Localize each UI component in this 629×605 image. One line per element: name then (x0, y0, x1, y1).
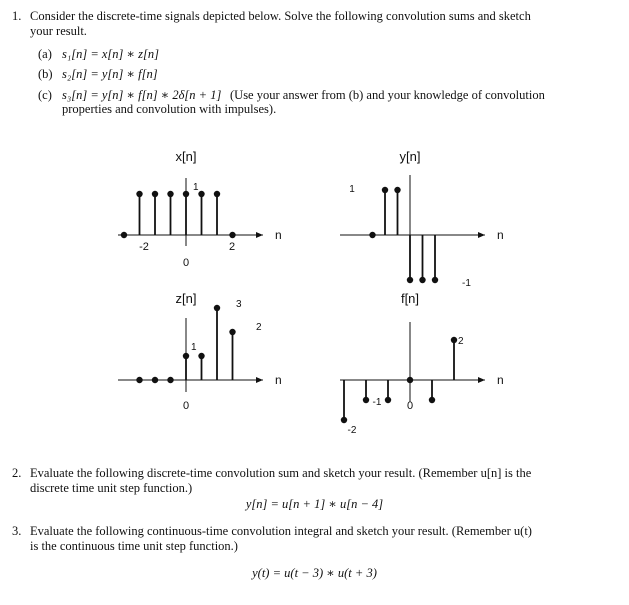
plot-f-sample-dot (451, 337, 457, 343)
plot-x-value-label: 1 (193, 182, 199, 193)
plot-z-sample-dot (152, 377, 158, 383)
plot-z-sample-dot (198, 353, 204, 359)
plot-x-sample-dot (229, 232, 235, 238)
plot-y-sample-dot (369, 232, 375, 238)
plot-f-sample-dot (385, 397, 391, 403)
part-a-label: (a) (38, 47, 52, 61)
plot-z-value-label: 2 (256, 322, 262, 333)
plot-x-tick-label: 0 (182, 257, 190, 269)
plot-z-sample-dot (183, 353, 189, 359)
problem-2-number: 2. (12, 466, 22, 480)
plot-x-sample-dot (121, 232, 127, 238)
plot-x-sample-dot (152, 191, 158, 197)
problem-2-line1: Evaluate the following discrete-time convolution sum and sketch your result. (Remember u[n] is the (30, 466, 532, 480)
plot-z-title: z[n] (175, 291, 197, 306)
problem-3-line1: Evaluate the following continuous-time convolution integral and sketch your result. (Remember u(t) (30, 524, 532, 538)
plot-f-tick-label: 0 (406, 400, 414, 412)
plot-x-title: x[n] (175, 149, 197, 164)
part-c-expression: s₃[n] = y[n] ∗ f[n] ∗ 2δ[n + 1] (62, 88, 222, 102)
part-c-note-line1: (Use your answer from (b) and your knowledge of convolution (230, 88, 545, 102)
plot-y-title: y[n] (399, 149, 421, 164)
plot-x-sample-dot (167, 191, 173, 197)
plot-x-axis-arrow (256, 232, 263, 238)
plot-y-axis-label: n (497, 228, 504, 242)
problem-3-line2: is the continuous time unit step function.) (30, 539, 238, 553)
plot-f-title: f[n] (400, 291, 420, 306)
plot-f-sample-dot (341, 417, 347, 423)
plot-y-sample-dot (432, 277, 438, 283)
plot-f-value-label: -2 (347, 425, 357, 436)
plot-f-value-label: -1 (372, 397, 382, 408)
plot-y-value-label: -1 (462, 278, 471, 289)
part-c-note-line2: properties and convolution with impulses). (62, 102, 277, 116)
part-a-expression: s₁[n] = x[n] ∗ z[n] (62, 47, 159, 61)
plot-z-value-label: 1 (191, 342, 197, 353)
plot-z-sample-dot (136, 377, 142, 383)
plot-y-sample-dot (382, 187, 388, 193)
plot-x-sample-dot (198, 191, 204, 197)
plot-f-sample-dot (429, 397, 435, 403)
plot-z-sample-dot (229, 329, 235, 335)
plot-f-axis-label: n (497, 373, 504, 387)
plot-f-axis-arrow (478, 377, 485, 383)
problem-3-number: 3. (12, 524, 22, 538)
plot-y-sample-dot (394, 187, 400, 193)
problem-2-line2: discrete time unit step function.) (30, 481, 193, 495)
plot-y-value-label: 1 (349, 184, 355, 195)
problem-3-equation: y(t) = u(t − 3) ∗ u(t + 3) (252, 566, 377, 580)
problem-1-intro-line1: Consider the discrete-time signals depicted below. Solve the following convolution sums and sketch (30, 9, 531, 23)
part-b-expression: s₂[n] = y[n] ∗ f[n] (62, 67, 158, 81)
plot-x-axis-label: n (275, 228, 282, 242)
plot-z-value-label: 3 (236, 299, 242, 310)
plot-y-axis-arrow (478, 232, 485, 238)
plot-x-tick-label: 2 (228, 241, 236, 253)
plot-y-sample-dot (407, 277, 413, 283)
part-b-label: (b) (38, 67, 53, 81)
problem-1-number: 1. (12, 9, 22, 23)
plot-x-sample-dot (136, 191, 142, 197)
plot-z-tick-label: 0 (182, 400, 190, 412)
plot-f-sample-dot (363, 397, 369, 403)
plot-z-sample-dot (167, 377, 173, 383)
problem-2-equation: y[n] = u[n + 1] ∗ u[n − 4] (245, 497, 384, 511)
plot-z-axis-arrow (256, 377, 263, 383)
part-c-label: (c) (38, 88, 52, 102)
plot-z-sample-dot (214, 305, 220, 311)
plot-x-sample-dot (214, 191, 220, 197)
problem-1-intro-line2: your result. (30, 24, 87, 38)
plot-x-tick-label: -2 (139, 241, 149, 253)
plot-y-sample-dot (419, 277, 425, 283)
plot-f-sample-dot (407, 377, 413, 383)
plot-x-sample-dot (183, 191, 189, 197)
plot-f-value-label: 2 (458, 336, 464, 347)
plot-z-axis-label: n (275, 373, 282, 387)
